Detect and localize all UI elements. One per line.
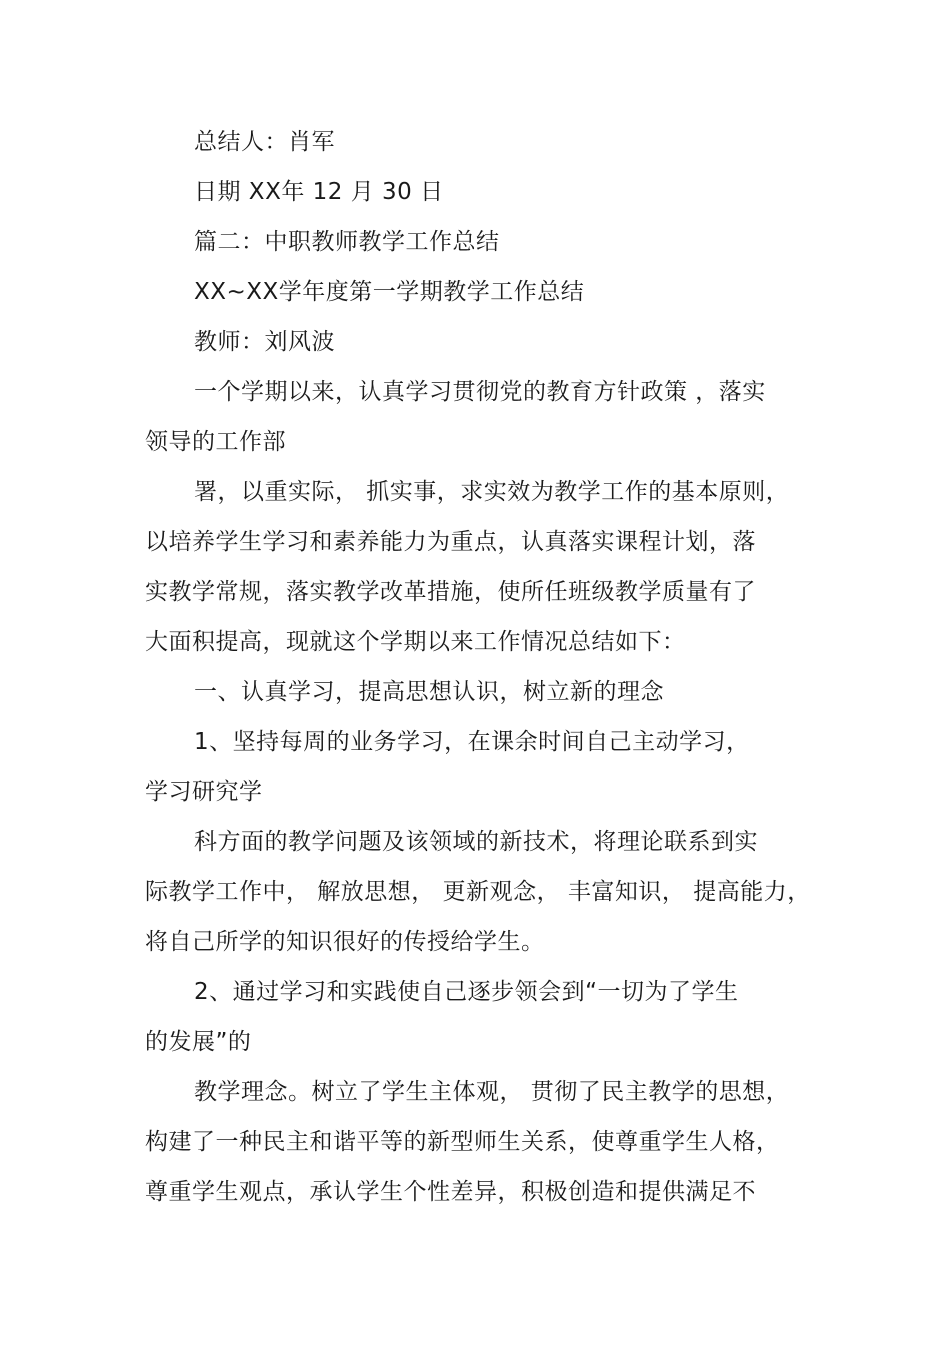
- paragraph-line: 大面积提高，现就这个学期以来工作情况总结如下：: [145, 629, 686, 655]
- paragraph-line: 将自己所学的知识很好的传授给学生。: [145, 929, 545, 955]
- date-line: 日期 XX年 12 月 30 日: [194, 179, 444, 205]
- paragraph-line: 教学理念。树立了学生主体观， 贯彻了民主教学的思想，: [194, 1079, 790, 1105]
- section-heading: 一、认真学习，提高思想认识，树立新的理念: [194, 679, 664, 705]
- paragraph-line: 1、坚持每周的业务学习，在课余时间自己主动学习，: [194, 729, 750, 755]
- paragraph-line: 构建了一种民主和谐平等的新型师生关系，使尊重学生人格，: [145, 1129, 780, 1155]
- document-title: XX~XX学年度第一学期教学工作总结: [194, 279, 585, 305]
- paragraph-line: 的发展”的: [145, 1029, 252, 1055]
- paragraph-line: 学习研究学: [145, 779, 263, 805]
- paragraph-line: 以培养学生学习和素养能力为重点，认真落实课程计划，落: [145, 529, 756, 555]
- teacher-line: 教师：刘风波: [194, 329, 335, 355]
- paragraph-line: 尊重学生观点，承认学生个性差异，积极创造和提供满足不: [145, 1179, 756, 1205]
- paragraph-line: 科方面的教学问题及该领域的新技术，将理论联系到实: [194, 829, 758, 855]
- paragraph-line: 实教学常规，落实教学改革措施，使所任班级教学质量有了: [145, 579, 756, 605]
- chapter-heading: 篇二：中职教师教学工作总结: [194, 229, 500, 255]
- paragraph-line: 署，以重实际， 抓实事，求实效为教学工作的基本原则，: [194, 479, 790, 505]
- paragraph-line: 2、通过学习和实践使自己逐步领会到“一切为了学生: [194, 979, 739, 1005]
- paragraph-line: 一个学期以来，认真学习贯彻党的教育方针政策 ，落实: [194, 379, 766, 405]
- paragraph-line: 际教学工作中， 解放思想， 更新观念， 丰富知识， 提高能力，: [145, 879, 811, 905]
- paragraph-line: 领导的工作部: [145, 429, 286, 455]
- summary-author-line: 总结人：肖军: [194, 129, 335, 155]
